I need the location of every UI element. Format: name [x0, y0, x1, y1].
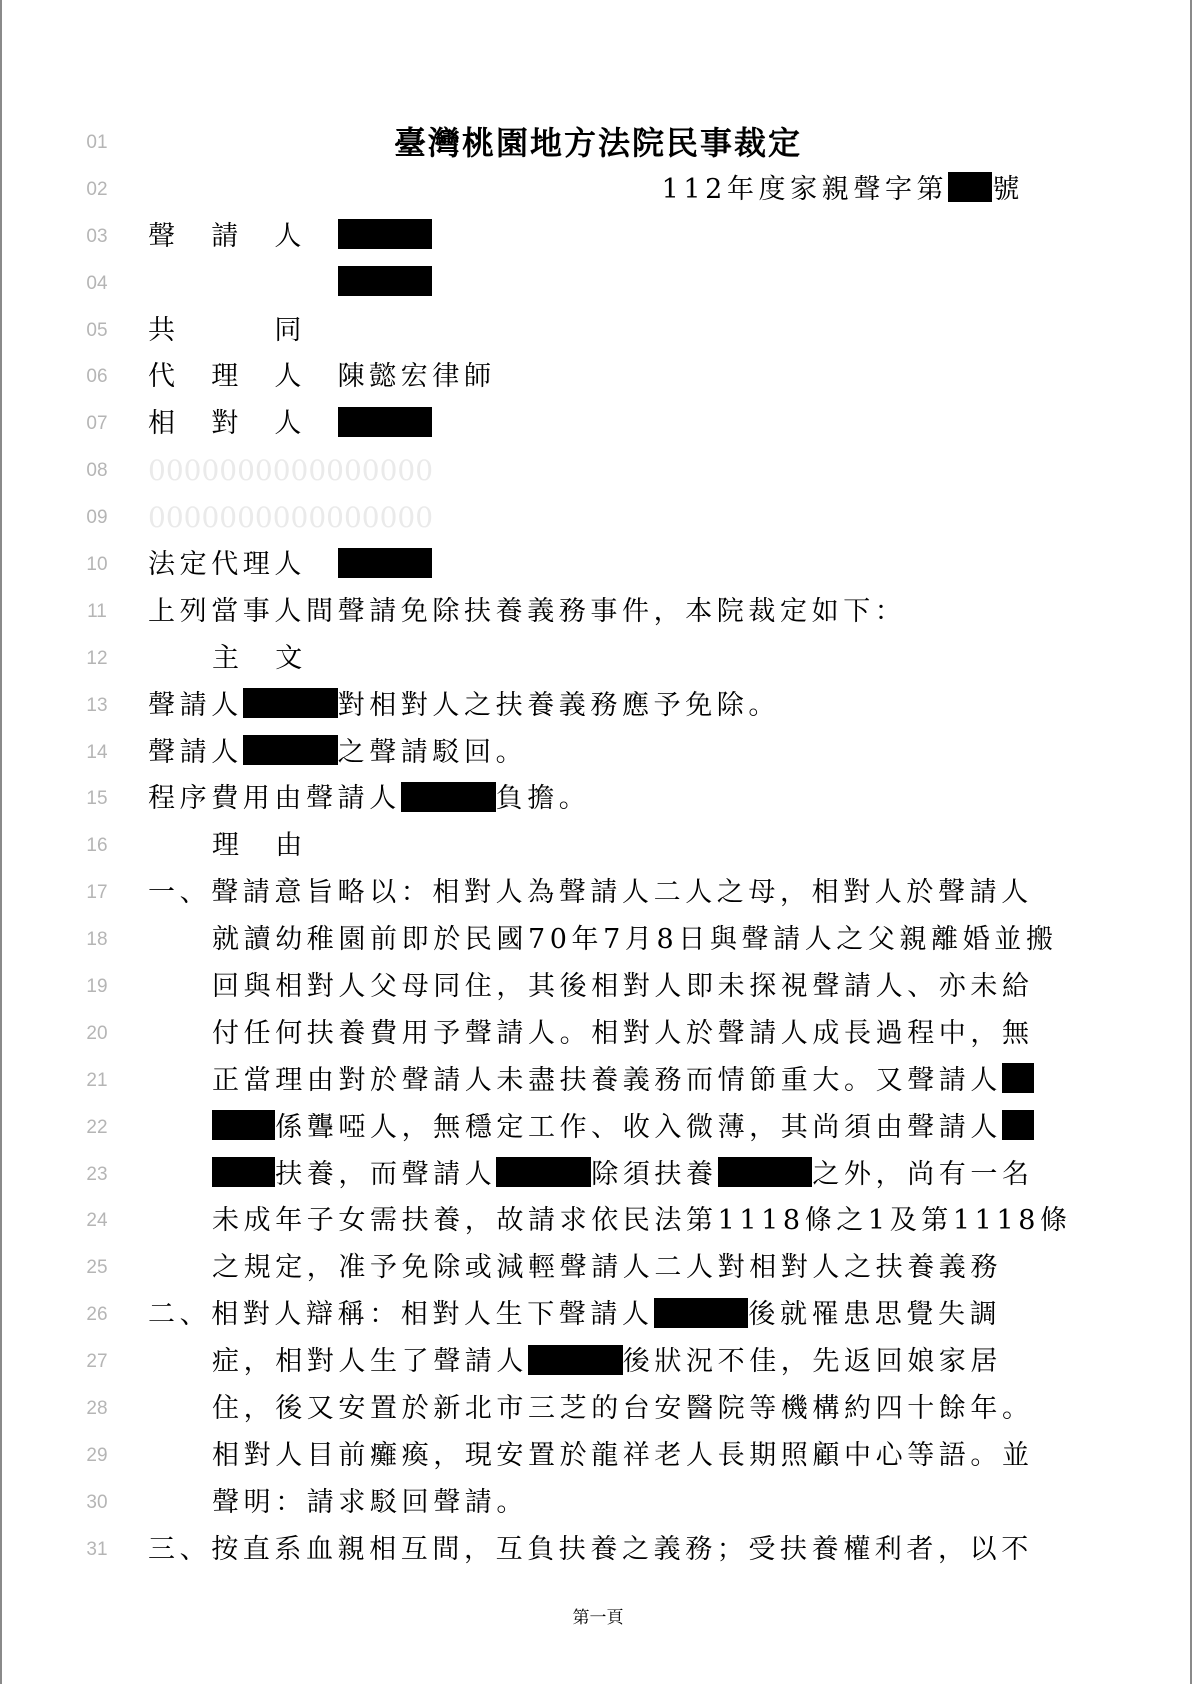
redaction-box: [528, 1345, 623, 1375]
line-text: [148, 308, 306, 355]
line-number: 07: [86, 413, 108, 435]
document-body: [0, 120, 1196, 1574]
line-number: 14: [86, 741, 108, 763]
document-line: [0, 1245, 1196, 1292]
text-segment: 之外，尚有一名: [812, 1158, 1034, 1190]
text-segment: 聲 請 人: [148, 220, 338, 252]
line-number: 26: [86, 1304, 108, 1326]
document-line: [0, 448, 1196, 495]
text-segment: 住，後又安置於新北市三芝的台安醫院等機構約四十餘年。: [212, 1393, 1034, 1425]
document-line: [0, 1011, 1196, 1058]
line-number: 12: [86, 647, 108, 669]
document-line: [0, 1480, 1196, 1527]
line-number: 03: [86, 225, 108, 247]
text-segment: 症，相對人生了聲請人: [212, 1346, 528, 1378]
redaction-box: [243, 735, 338, 765]
line-number: 01: [86, 132, 108, 153]
text-segment: 一、聲請意旨略以：相對人為聲請人二人之母，相對人於聲請人: [148, 877, 1033, 909]
line-text: [212, 1245, 1002, 1292]
document-line: [0, 495, 1196, 542]
document-line: [0, 1433, 1196, 1480]
text-segment: 112年度家親聲字第: [661, 173, 949, 205]
document-line: [0, 1527, 1196, 1574]
text-segment: 除須扶養: [591, 1158, 718, 1190]
line-text: [148, 730, 527, 777]
line-text: [148, 589, 906, 636]
text-segment: 付任何扶養費用予聲請人。相對人於聲請人成長過程中，無: [212, 1017, 1034, 1049]
text-segment: 臺灣桃園地方法院民事裁定: [393, 124, 802, 162]
redaction-box: [212, 1157, 275, 1187]
line-text: [148, 1292, 1001, 1339]
line-number: 10: [86, 554, 108, 576]
text-segment: 扶養，而聲請人: [275, 1158, 497, 1190]
line-number: 04: [86, 272, 108, 294]
line-text: [212, 917, 1058, 964]
text-segment: 理 由: [212, 830, 307, 862]
document-line: [0, 917, 1196, 964]
line-text: [148, 401, 432, 448]
line-number: 05: [86, 319, 108, 341]
line-number: 09: [86, 507, 108, 529]
text-segment: 代 理 人 陳懿宏律師: [148, 361, 496, 393]
document-line: [0, 1339, 1196, 1386]
text-segment: 上列當事人間聲請免除扶養義務事件，本院裁定如下：: [148, 595, 907, 627]
line-text: [662, 167, 1024, 214]
redaction-box: [1002, 1063, 1034, 1093]
line-number: 17: [86, 882, 108, 904]
text-segment: 聲明：請求駁回聲請。: [212, 1486, 528, 1518]
line-text: [212, 964, 1034, 1011]
text-segment: 共 同: [148, 314, 306, 346]
document-line: [0, 1198, 1196, 1245]
document-line: [0, 1152, 1196, 1199]
text-segment: [148, 268, 338, 299]
redaction-box: [948, 172, 992, 202]
line-number: 24: [86, 1210, 108, 1232]
document-line: [0, 823, 1196, 870]
text-segment: 係聾啞人，無穩定工作、收入微薄，其尚須由聲請人: [275, 1111, 1002, 1143]
line-number: 15: [86, 788, 108, 810]
text-segment: 三、按直系血親相互間，互負扶養之義務；受扶養權利者，以不: [148, 1533, 1033, 1565]
document-line: [0, 636, 1196, 683]
text-segment: 之規定，准予免除或減輕聲請人二人對相對人之扶養義務: [212, 1252, 1002, 1284]
line-number: 06: [86, 366, 108, 388]
redaction-box: [496, 1157, 591, 1187]
text-segment: 0000000000000000: [148, 454, 434, 488]
document-line: [0, 308, 1196, 355]
text-segment: 正當理由對於聲請人未盡扶養義務而情節重大。又聲請人: [212, 1064, 1002, 1096]
line-text: [212, 1105, 1034, 1152]
line-text: [148, 495, 433, 542]
line-number: 21: [86, 1069, 108, 1091]
line-number: 25: [86, 1257, 108, 1279]
line-text: [148, 542, 432, 589]
document-line: [0, 1105, 1196, 1152]
text-segment: 對相對人之扶養義務應予免除。: [337, 689, 781, 721]
text-segment: 就讀幼稚園前即於民國70年7月8日與聲請人之父親離婚並搬: [212, 924, 1058, 956]
line-text: [212, 1011, 1034, 1058]
line-number: 02: [86, 178, 108, 200]
line-text: [212, 636, 307, 683]
document-line: [0, 730, 1196, 777]
document-line: [0, 964, 1196, 1011]
line-text: [212, 1339, 1002, 1386]
text-segment: 聲請人: [148, 736, 243, 768]
line-text: [148, 448, 433, 495]
line-text: [212, 1433, 1034, 1480]
line-text: [148, 776, 590, 823]
document-line: [0, 167, 1196, 214]
redaction-box: [1002, 1110, 1034, 1140]
line-text: [212, 1058, 1034, 1105]
line-text: [212, 1152, 1034, 1199]
line-number: 20: [86, 1022, 108, 1044]
line-number: 11: [87, 600, 107, 622]
line-number: 08: [86, 460, 108, 482]
text-segment: 回與相對人父母同住，其後相對人即未探視聲請人、亦未給: [212, 971, 1034, 1003]
document-line: [0, 589, 1196, 636]
line-number: 18: [86, 929, 108, 951]
document-line: [0, 120, 1196, 167]
redaction-box: [338, 407, 433, 437]
redaction-box: [212, 1110, 275, 1140]
line-text: [148, 214, 432, 261]
line-number: 28: [86, 1398, 108, 1420]
document-line: [0, 776, 1196, 823]
redaction-box: [401, 782, 496, 812]
page-footer: 第一頁: [572, 1608, 624, 1628]
document-line: [0, 261, 1196, 308]
line-text: [212, 1198, 1072, 1245]
document-line: [0, 1386, 1196, 1433]
text-segment: 後就罹患思覺失調: [748, 1299, 1002, 1331]
line-number: 30: [86, 1491, 108, 1513]
line-text: [0, 120, 1196, 167]
line-number: 29: [86, 1444, 108, 1466]
text-segment: 聲請人: [148, 689, 243, 721]
text-segment: 號: [992, 173, 1024, 205]
line-text: [148, 870, 1033, 917]
text-segment: 0000000000000000: [148, 501, 434, 535]
line-text: [148, 354, 496, 401]
line-text: [212, 1386, 1034, 1433]
text-segment: 相 對 人: [148, 408, 338, 440]
redaction-box: [718, 1157, 813, 1187]
document-line: [0, 683, 1196, 730]
line-text: [148, 1527, 1033, 1574]
text-segment: 主 文: [212, 642, 307, 674]
line-text: [148, 261, 432, 308]
line-text: [148, 683, 780, 730]
document-line: [0, 1292, 1196, 1339]
document-line: [0, 542, 1196, 589]
redaction-box: [338, 219, 433, 249]
text-segment: 後狀況不佳，先返回娘家居: [622, 1346, 1002, 1378]
line-text: [212, 823, 307, 870]
line-number: 27: [86, 1351, 108, 1373]
redaction-box: [654, 1298, 749, 1328]
line-number: 16: [86, 835, 108, 857]
line-text: [212, 1480, 528, 1527]
redaction-box: [338, 266, 433, 296]
text-segment: 二、相對人辯稱：相對人生下聲請人: [148, 1299, 654, 1331]
text-segment: 負擔。: [495, 783, 591, 815]
text-segment: 未成年子女需扶養，故請求依民法第1118條之1及第1118條: [212, 1205, 1072, 1237]
document-line: [0, 401, 1196, 448]
line-number: 23: [86, 1163, 108, 1185]
redaction-box: [338, 548, 433, 578]
line-number: 31: [86, 1538, 108, 1560]
document-line: [0, 1058, 1196, 1105]
text-segment: 法定代理人: [148, 549, 338, 581]
line-number: 22: [86, 1116, 108, 1138]
line-number: 19: [86, 976, 108, 998]
document-line: [0, 354, 1196, 401]
text-segment: 之聲請駁回。: [337, 736, 528, 768]
document-line: [0, 870, 1196, 917]
line-number: 13: [86, 694, 108, 716]
document-line: [0, 214, 1196, 261]
text-segment: 程序費用由聲請人: [148, 783, 401, 815]
text-segment: 相對人目前癱瘓，現安置於龍祥老人長期照顧中心等語。並: [212, 1439, 1034, 1471]
redaction-box: [243, 688, 338, 718]
